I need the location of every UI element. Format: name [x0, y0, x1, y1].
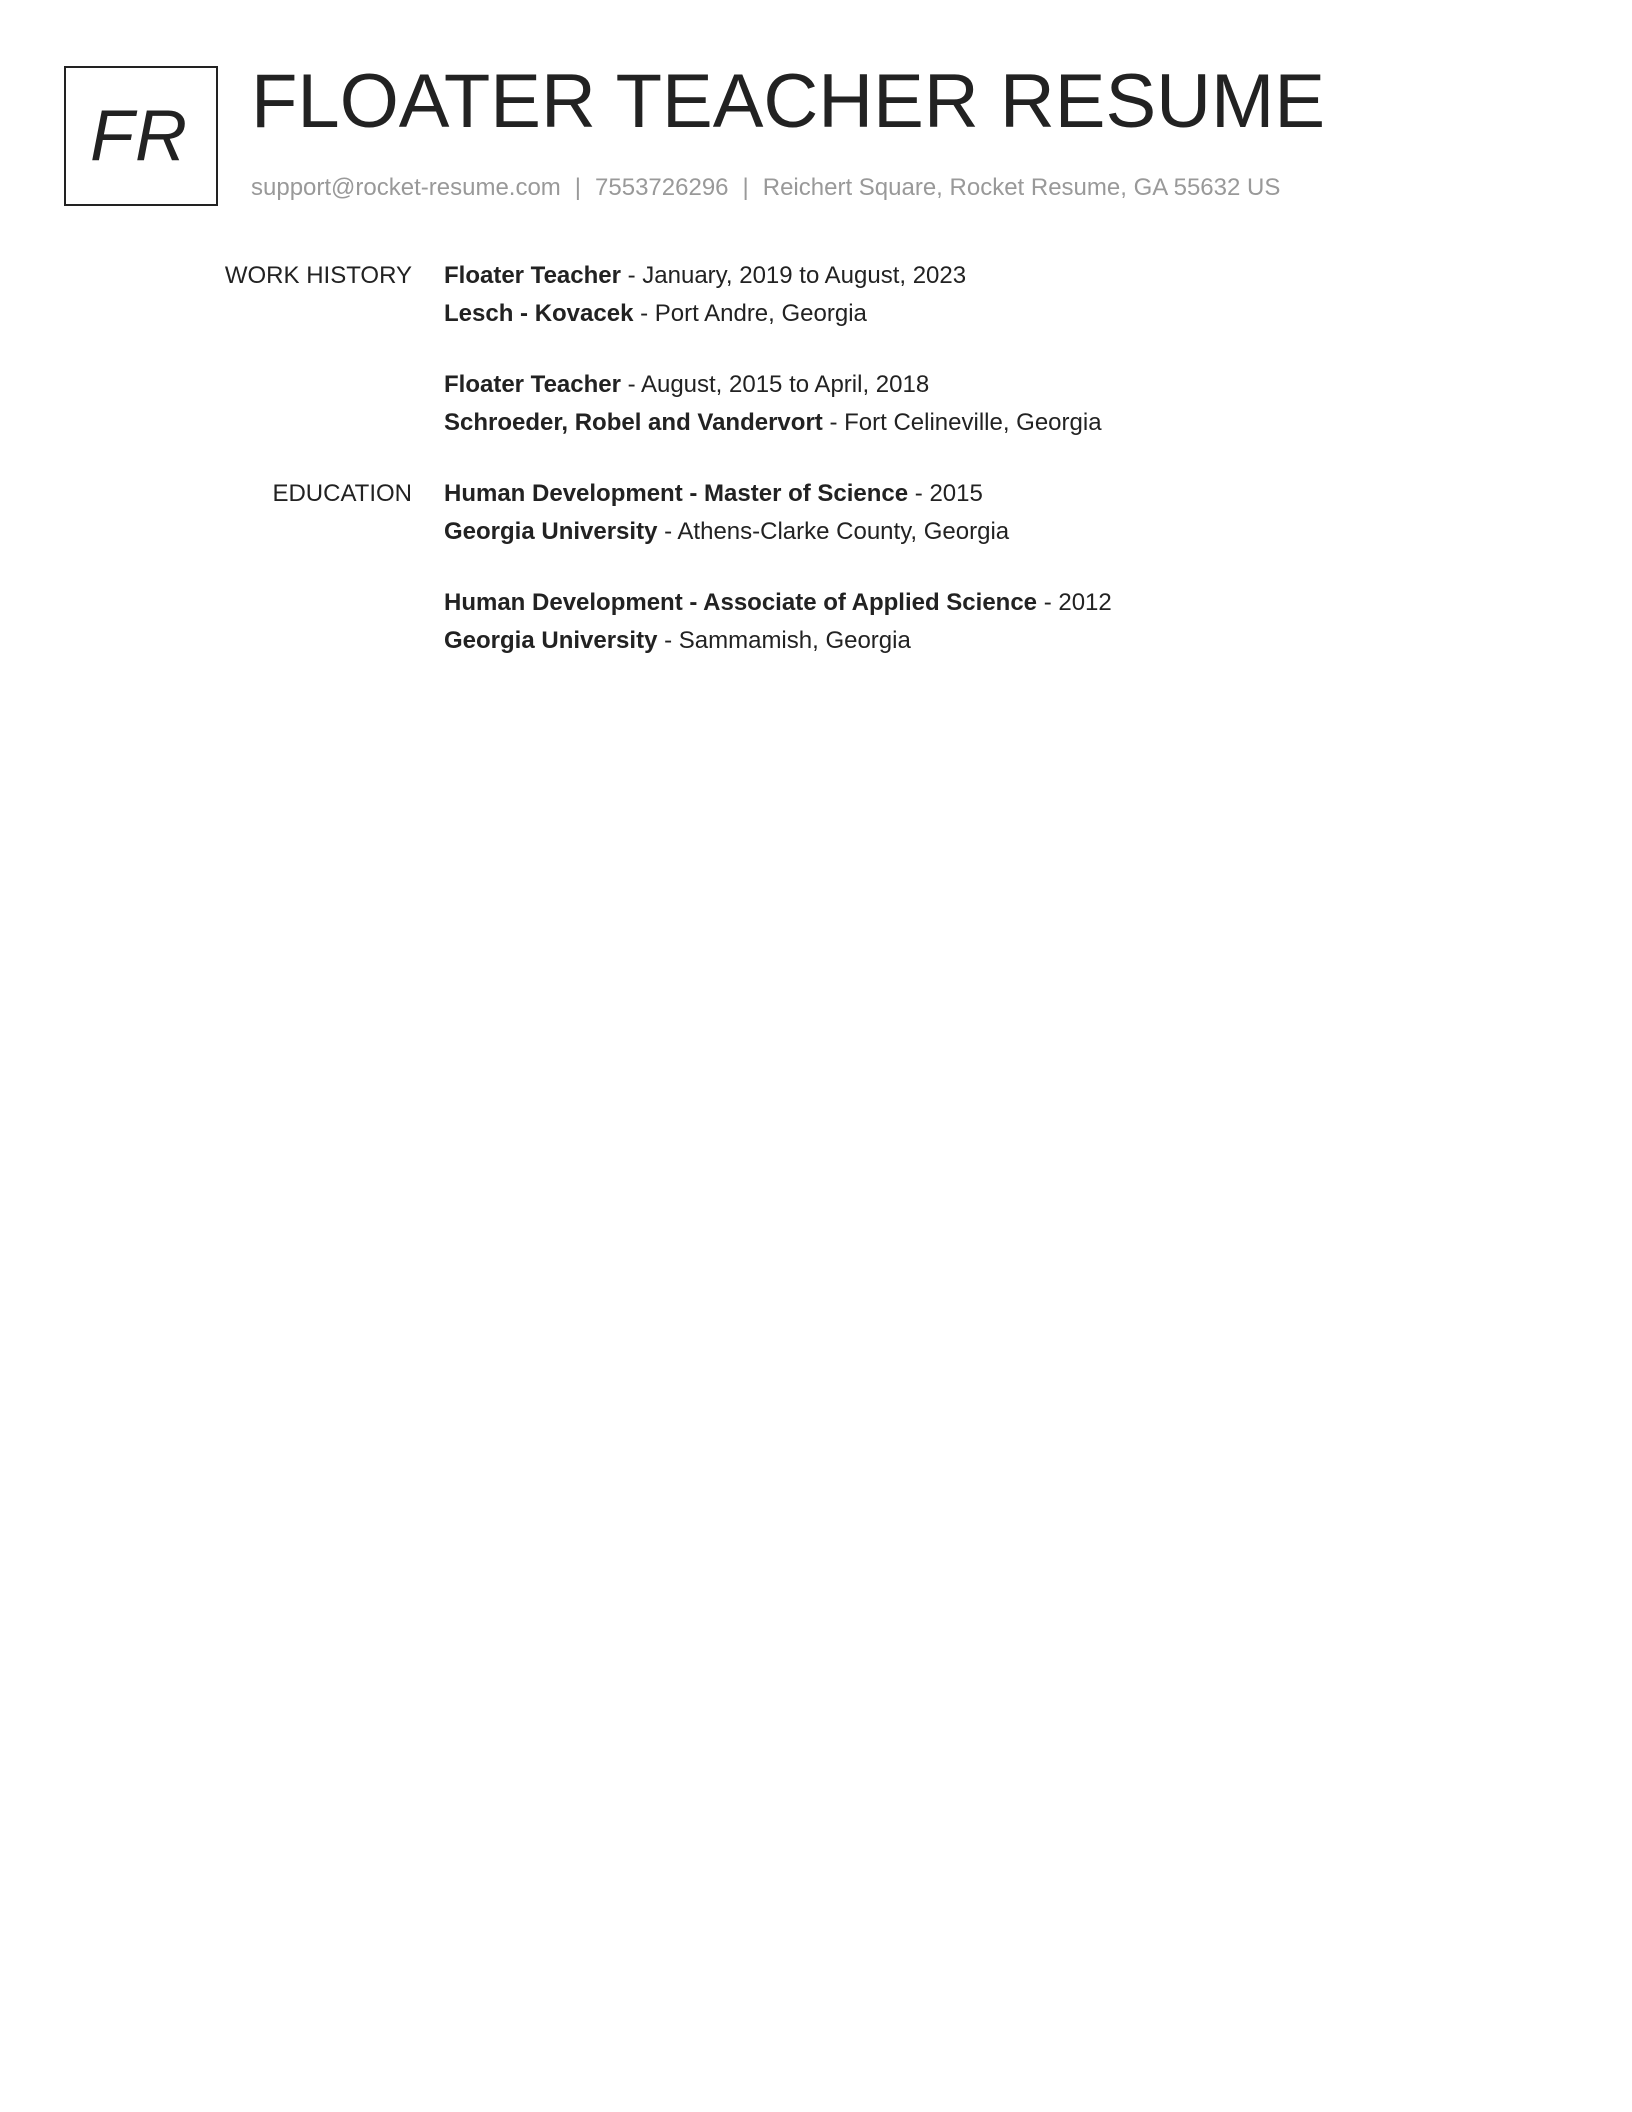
education-entry-school-line	[444, 513, 1009, 551]
education-degree: Human Development - Associate of Applied Science	[444, 589, 1038, 616]
contact-address: Reichert Square, Rocket Resume, GA 55632 US	[762, 174, 1281, 201]
section-label-work-history: WORK HISTORY	[224, 262, 412, 289]
contact-separator: |	[742, 174, 749, 201]
contact-separator: |	[574, 174, 582, 201]
work-location: - Port Andre, Georgia	[633, 300, 867, 327]
work-entry	[444, 257, 966, 333]
education-entry-school-line	[444, 622, 1112, 660]
education-entry	[444, 584, 1112, 660]
section-label-education: EDUCATION	[272, 480, 412, 507]
work-dates: - August, 2015 to April, 2018	[620, 371, 930, 398]
contact-line	[251, 173, 1280, 203]
education-school: Georgia University	[444, 518, 658, 545]
work-entry-title-line	[444, 257, 966, 295]
education-location: - Sammamish, Georgia	[657, 627, 911, 654]
work-role: Floater Teacher	[444, 371, 621, 398]
education-year: - 2012	[1037, 589, 1112, 616]
work-entry	[444, 366, 1102, 442]
resume-title: FLOATER TEACHER RESUME	[251, 59, 1326, 144]
work-employer: Lesch - Kovacek	[444, 300, 634, 327]
education-school: Georgia University	[444, 627, 658, 654]
work-entry-employer-line	[444, 295, 966, 333]
work-dates: - January, 2019 to August, 2023	[620, 262, 967, 289]
work-location: - Fort Celineville, Georgia	[822, 409, 1102, 436]
education-entry-degree-line	[444, 584, 1112, 622]
education-location: - Athens-Clarke County, Georgia	[657, 518, 1010, 545]
education-entry	[444, 475, 1009, 551]
work-entry-employer-line	[444, 404, 1102, 442]
work-entry-title-line	[444, 366, 1102, 404]
work-role: Floater Teacher	[444, 262, 621, 289]
education-year: - 2015	[908, 480, 983, 507]
contact-email: support@rocket-resume.com	[251, 174, 561, 201]
education-degree: Human Development - Master of Science	[444, 480, 909, 507]
contact-phone: 7553726296	[595, 174, 729, 201]
education-entry-degree-line	[444, 475, 1009, 513]
monogram-logo	[64, 66, 218, 206]
work-employer: Schroeder, Robel and Vandervort	[444, 409, 823, 436]
monogram-initials: FR	[90, 96, 188, 176]
